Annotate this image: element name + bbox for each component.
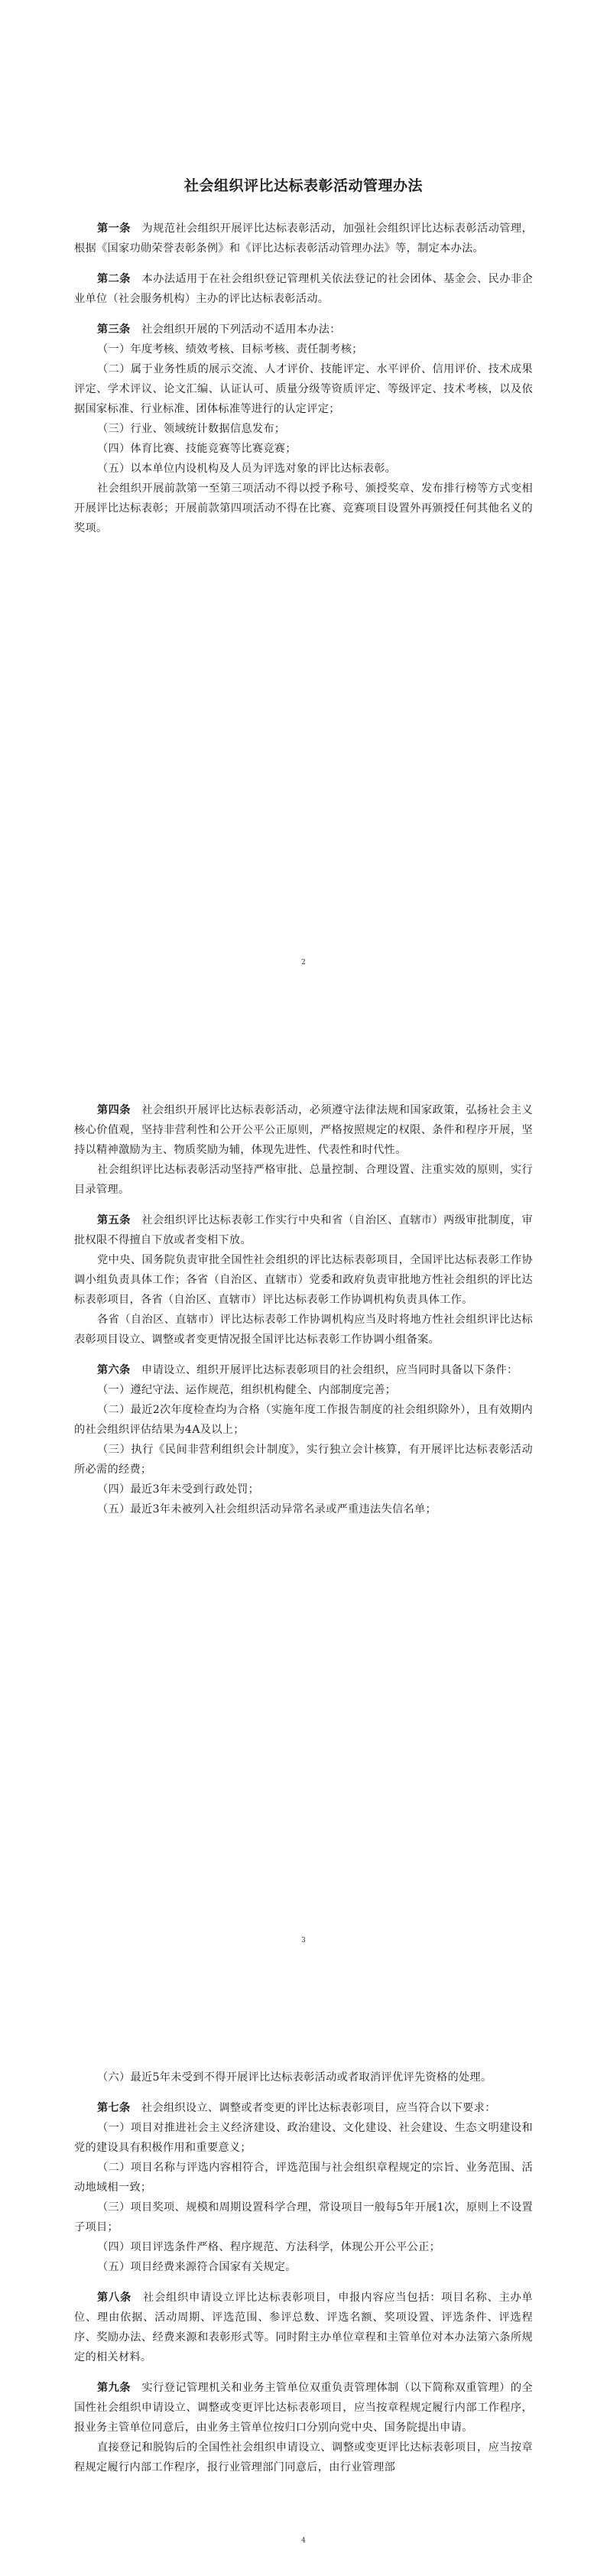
paragraph-text: 本办法适用于在社会组织登记管理机关依法登记的社会团体、基金会、民办非企业单位（社会服务机构）主办的评比达标表彰活动。 (74, 273, 533, 305)
paragraph-text: （一）项目对推进社会主义经济建设、政治建设、文化建设、社会建设、生态文明建设和党的建设具有积极作用和重要意义； (74, 2122, 533, 2154)
paragraph-text: （一）遵纪守法、运作规范，组织机构健全、内部制度完善； (97, 1384, 397, 1396)
document-title: 社会组织评比达标表彰活动管理办法 (183, 177, 423, 194)
article-paragraph (74, 2288, 533, 2367)
paragraph (74, 1440, 533, 1480)
paragraph-text: 社会组织评比达标表彰工作实行中央和省（自治区、直辖市）两级审批制度，审批权限不得擅自下放或者变相下放。 (74, 1214, 533, 1246)
paragraph-text: 社会组织设立、调整或者变更的评比达标表彰项目，应当符合以下要求： (141, 2102, 496, 2114)
page-section-2 (74, 1100, 533, 1519)
paragraph-text: （二）属于业务性质的展示交流、人才评价、技能评定、水平评价、信用评价、技术成果评定、学术评议、论文汇编、认证认可、质量分级等资质评定、等级评定、技术考核，以及依据国家标准、行业标准、团体标准等进行的认定评定； (74, 363, 533, 415)
paragraph-text: （三）执行《民间非营利组织会计制度》，实行独立会计核算，有开展评比达标表彰活动所必需的经费； (74, 1444, 533, 1476)
paragraph (74, 439, 533, 459)
page-number: 4 (301, 2537, 306, 2545)
paragraph-text: （六）最近5年未受到不得开展评比达标表彰活动或者取消评优评先资格的处理。 (97, 2071, 492, 2084)
paragraph-text: 为规范社会组织开展评比达标表彰活动，加强社会组织评比达标表彰活动管理，根据《国家功勋荣誉表彰条例》和《评比达标表彰活动管理办法》等，制定本办法。 (74, 223, 533, 255)
page-number: 3 (301, 1937, 306, 1944)
paragraph (74, 459, 533, 479)
paragraph-text: （五）以本单位内设机构及人员为评选对象的评比达标表彰。 (97, 463, 397, 475)
paragraph (74, 339, 533, 359)
paragraph-text: （四）项目评选条件严格、程序规范、方法科学，体现公开公平公正； (97, 2241, 441, 2253)
article-paragraph (74, 219, 533, 258)
article-number: 第四条 (97, 1104, 131, 1116)
paragraph (74, 1380, 533, 1400)
paragraph-text: 申请设立、组织开展评比达标表彰项目的社会组织，应当同时具备以下条件： (141, 1364, 518, 1376)
paragraph-text: （一）年度考核、绩效考核、目标考核、责任制考核； (97, 343, 363, 356)
paragraph-text: 实行登记管理机关和业务主管单位双重负责管理体制（以下简称双重管理）的全国性社会组织申请设立、调整或变更评比达标表彰项目，应当按章程规定履行内部工作程序，报业务主管单位同意后，由业务主管单位按归口分别向党中央、国务院提出申请。 (74, 2382, 533, 2434)
article-number: 第一条 (97, 223, 131, 235)
article-number: 第七条 (97, 2102, 131, 2114)
paragraph (74, 1310, 533, 1350)
paragraph (74, 2068, 533, 2087)
article-paragraph (74, 1210, 533, 1250)
article-number: 第三条 (97, 323, 131, 336)
paragraph-text: （二）最近2次年度检查均为合格（实施年度工作报告制度的社会组织除外），且有效期内的社会组织评估结果为4A及以上； (74, 1404, 533, 1436)
paragraph-text: （三）项目奖项、规模和周期设置科学合理，常设项目一般每5年开展1次，原则上不设置子项目； (74, 2201, 533, 2233)
paragraph-text: （二）项目名称与评选内容相符合，评选范围与社会组织章程规定的宗旨、业务范围、活动地域相一致； (74, 2162, 533, 2194)
paragraph-text: 各省（自治区、直辖市）评比达标表彰工作协调机构应当及时将地方性社会组织评比达标表彰项目设立、调整或者变更情况报全国评比达标表彰工作协调小组备案。 (74, 1314, 533, 1346)
page-section-1 (74, 219, 533, 538)
paragraph-text: （四）最近3年未受到行政处罚； (97, 1483, 260, 1496)
article-paragraph (74, 1360, 533, 1380)
page-number: 2 (301, 959, 306, 966)
paragraph-text: 社会组织申请设立评比达标表彰项目，申报内容应当包括：项目名称、主办单位、理由依据、活动周期、评选范围、参评总数、评选名额、奖项设置、评选条件、评选程序、奖励办法、经费来源和表彰形式等。同时附主办单位章程和主管单位对本办法第六条所规定的相关材料。 (74, 2292, 533, 2363)
paragraph (74, 2118, 533, 2158)
paragraph-text: 社会组织开展的下列活动不适用本办法： (141, 323, 341, 336)
article-paragraph (74, 269, 533, 309)
article-number: 第五条 (97, 1214, 131, 1226)
paragraph (74, 479, 533, 538)
article-paragraph (74, 2098, 533, 2118)
article-number: 第二条 (97, 273, 131, 285)
paragraph-text: 社会组织开展前款第一至第三项活动不得以授予称号、颁授奖章、发布排行榜等方式变相开展评比达标表彰；开展前款第四项活动不得在比赛、竞赛项目设置外再颁授任何其他名义的奖项。 (74, 482, 533, 534)
paragraph (74, 2438, 533, 2477)
paragraph (74, 1250, 533, 1310)
article-paragraph (74, 1100, 533, 1160)
article-number: 第六条 (97, 1364, 131, 1376)
article-paragraph (74, 320, 533, 339)
article-number: 第八条 (97, 2292, 132, 2304)
paragraph-text: （五）最近3年未被列入社会组织活动异常名录或严重违法失信名单； (97, 1503, 437, 1515)
paragraph (74, 1160, 533, 1200)
paragraph (74, 2158, 533, 2198)
paragraph (74, 1499, 533, 1519)
article-number: 第九条 (97, 2382, 131, 2394)
paragraph-text: 社会组织评比达标表彰活动坚持严格审批、总量控制、合理设置、注重实效的原则，实行目录管理。 (74, 1164, 533, 1196)
paragraph-text: （三）行业、领域统计数据信息发布； (97, 423, 286, 435)
paragraph (74, 2237, 533, 2257)
paragraph (74, 359, 533, 419)
page-section-3 (74, 2068, 533, 2477)
paragraph-text: 党中央、国务院负责审批全国性社会组织的评比达标表彰项目，全国评比达标表彰工作协调小组负责具体工作；各省（自治区、直辖市）党委和政府负责审批地方性社会组织的评比达标表彰项目，各省（自治区、直辖市）评比达标表彰工作协调机构负责具体工作。 (74, 1254, 533, 1306)
paragraph (74, 1480, 533, 1499)
paragraph-text: （四）体育比赛、技能竞赛等比赛竞赛； (97, 443, 297, 455)
paragraph (74, 2257, 533, 2277)
paragraph-text: （五）项目经费来源符合国家有关规定。 (97, 2261, 297, 2273)
paragraph-text: 直接登记和脱钩后的全国性社会组织申请设立、调整或变更评比达标表彰项目，应当按章程规定履行内部工作程序，报行业管理部门同意后，由行业管理部 (74, 2441, 533, 2474)
paragraph (74, 2198, 533, 2237)
article-paragraph (74, 2378, 533, 2438)
paragraph (74, 419, 533, 439)
paragraph-text: 社会组织开展评比达标表彰活动，必须遵守法律法规和国家政策，弘扬社会主义核心价值观，坚持非营利性和公开公平公正原则，严格按照规定的权限、条件和程序开展，坚持以精神激励为主、物质奖励为辅，体现先进性、代表性和时代性。 (74, 1104, 533, 1156)
paragraph (74, 1400, 533, 1440)
